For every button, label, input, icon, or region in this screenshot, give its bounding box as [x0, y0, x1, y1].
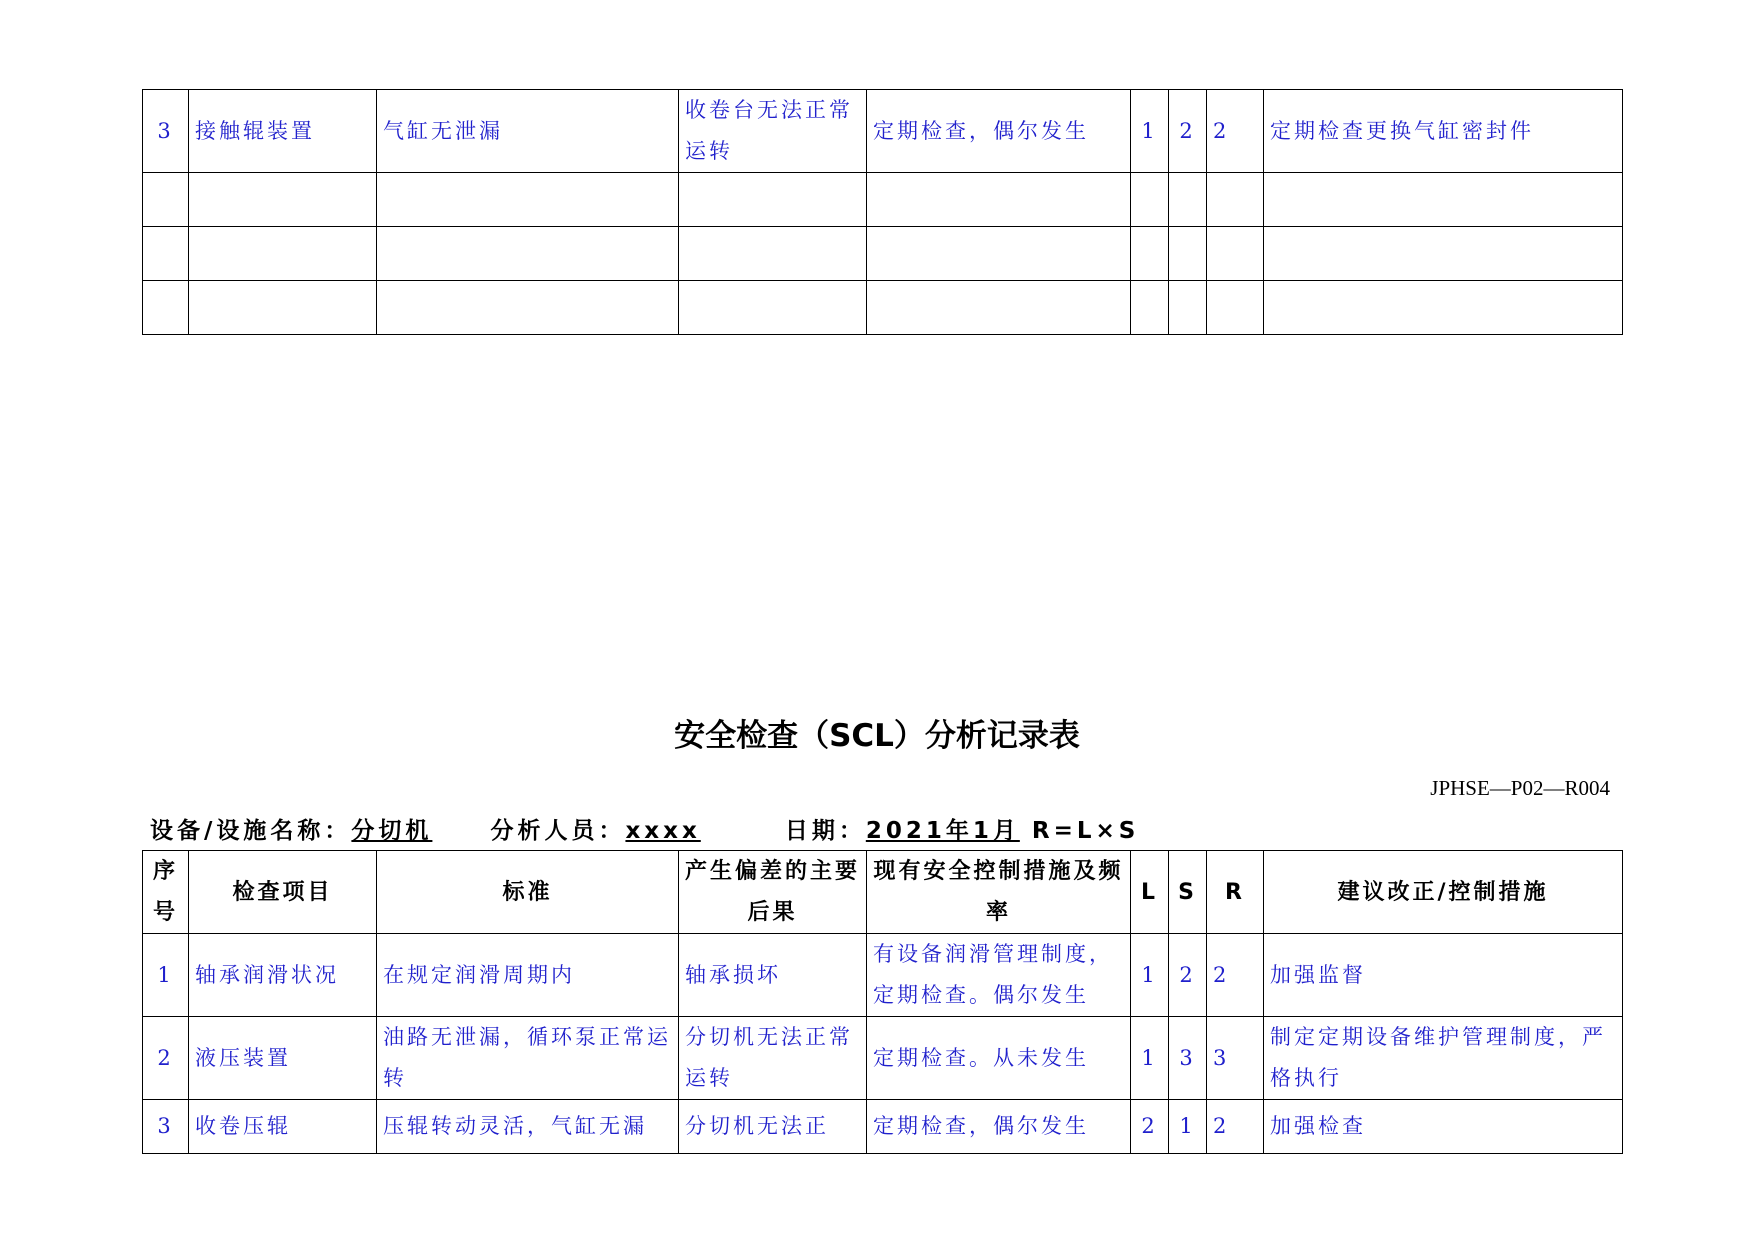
- header-no: 序号: [143, 851, 189, 934]
- cell-measures: 定期检查，偶尔发生: [867, 90, 1131, 173]
- cell-standard: [377, 227, 679, 281]
- cell-item: [189, 173, 377, 227]
- cell-suggestion: [1264, 281, 1623, 335]
- cell-l: 1: [1131, 90, 1169, 173]
- cell-suggestion: [1264, 173, 1623, 227]
- cell-r: [1207, 281, 1264, 335]
- table-row: [143, 227, 1623, 281]
- cell-measures: [867, 227, 1131, 281]
- cell-suggestion: [1264, 227, 1623, 281]
- header-consequence: 产生偏差的主要后果: [679, 851, 867, 934]
- cell-s: 1: [1169, 1100, 1207, 1154]
- cell-no: 1: [143, 934, 189, 1017]
- info-line: [150, 812, 1139, 845]
- cell-consequence: [679, 281, 867, 335]
- table-row: [143, 281, 1623, 335]
- equipment-value: 分切机: [351, 818, 433, 844]
- cell-consequence: 分切机无法正: [679, 1100, 867, 1154]
- cell-item: [189, 281, 377, 335]
- cell-no: [143, 173, 189, 227]
- cell-consequence: 轴承损坏: [679, 934, 867, 1017]
- header-suggestion: 建议改正/控制措施: [1264, 851, 1623, 934]
- cell-s: [1169, 281, 1207, 335]
- cell-item: [189, 227, 377, 281]
- cell-no: 2: [143, 1017, 189, 1100]
- cell-s: 3: [1169, 1017, 1207, 1100]
- cell-suggestion: 加强检查: [1264, 1100, 1623, 1154]
- cell-standard: 油路无泄漏，循环泵正常运转: [377, 1017, 679, 1100]
- cell-item: 轴承润滑状况: [189, 934, 377, 1017]
- cell-standard: 压辊转动灵活，气缸无漏: [377, 1100, 679, 1154]
- top-analysis-table: [142, 89, 1623, 335]
- header-standard: 标准: [377, 851, 679, 934]
- document-code: JPHSE—P02—R004: [1430, 776, 1610, 800]
- formula: R=L×S: [1031, 818, 1140, 844]
- cell-s: [1169, 173, 1207, 227]
- table-row: [143, 1017, 1623, 1100]
- cell-s: [1169, 227, 1207, 281]
- header-row: [143, 851, 1623, 934]
- header-s: S: [1169, 851, 1207, 934]
- header-item: 检查项目: [189, 851, 377, 934]
- cell-measures: 定期检查，偶尔发生: [867, 1100, 1131, 1154]
- cell-item: 收卷压辊: [189, 1100, 377, 1154]
- cell-standard: [377, 281, 679, 335]
- cell-measures: 有设备润滑管理制度，定期检查。偶尔发生: [867, 934, 1131, 1017]
- cell-no: 3: [143, 90, 189, 173]
- page-title: 安全检查（SCL）分析记录表: [674, 718, 1080, 754]
- cell-item: 液压装置: [189, 1017, 377, 1100]
- cell-consequence: [679, 173, 867, 227]
- table-row: [143, 173, 1623, 227]
- cell-r: [1207, 173, 1264, 227]
- cell-item: 接触辊装置: [189, 90, 377, 173]
- cell-standard: 气缸无泄漏: [377, 90, 679, 173]
- scl-analysis-table: [142, 850, 1623, 1154]
- cell-l: [1131, 173, 1169, 227]
- cell-l: 1: [1131, 934, 1169, 1017]
- header-r: R: [1207, 851, 1264, 934]
- header-l: L: [1131, 851, 1169, 934]
- cell-consequence: [679, 227, 867, 281]
- cell-no: [143, 281, 189, 335]
- cell-measures: [867, 173, 1131, 227]
- cell-r: 2: [1207, 934, 1264, 1017]
- cell-s: 2: [1169, 934, 1207, 1017]
- cell-l: [1131, 227, 1169, 281]
- cell-l: 1: [1131, 1017, 1169, 1100]
- cell-no: [143, 227, 189, 281]
- cell-measures: 定期检查。从未发生: [867, 1017, 1131, 1100]
- cell-r: [1207, 227, 1264, 281]
- analyst-value: xxxx: [625, 818, 701, 844]
- cell-standard: 在规定润滑周期内: [377, 934, 679, 1017]
- cell-standard: [377, 173, 679, 227]
- table-row: [143, 1100, 1623, 1154]
- header-measures: 现有安全控制措施及频率: [867, 851, 1131, 934]
- equipment-label: 设备/设施名称：: [150, 818, 352, 844]
- date-value: 2021年1月: [865, 818, 1020, 844]
- cell-s: 2: [1169, 90, 1207, 173]
- cell-measures: [867, 281, 1131, 335]
- cell-r: 2: [1207, 90, 1264, 173]
- cell-suggestion: 制定定期设备维护管理制度，严格执行: [1264, 1017, 1623, 1100]
- cell-consequence: 分切机无法正常运转: [679, 1017, 867, 1100]
- cell-r: 2: [1207, 1100, 1264, 1154]
- cell-consequence: 收卷台无法正常运转: [679, 90, 867, 173]
- cell-r: 3: [1207, 1017, 1264, 1100]
- cell-suggestion: 定期检查更换气缸密封件: [1264, 90, 1623, 173]
- analyst-label: 分析人员：: [490, 818, 626, 844]
- table-row: [143, 90, 1623, 173]
- cell-l: [1131, 281, 1169, 335]
- cell-no: 3: [143, 1100, 189, 1154]
- date-label: 日期：: [784, 818, 866, 844]
- cell-suggestion: 加强监督: [1264, 934, 1623, 1017]
- cell-l: 2: [1131, 1100, 1169, 1154]
- table-row: [143, 934, 1623, 1017]
